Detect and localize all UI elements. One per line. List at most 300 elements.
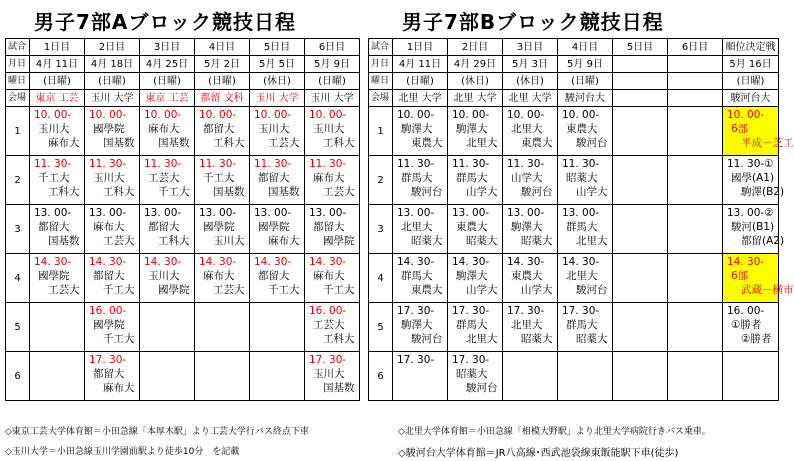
team-name: 駿河(B1) (731, 221, 775, 233)
match-time: 11. 30- (397, 158, 435, 170)
date-cell: 5月 9日 (558, 56, 613, 73)
match-time: 17. 30- (397, 354, 435, 366)
match-time: 16. 00- (89, 305, 127, 317)
team-name: 平成－芝工 (741, 137, 794, 149)
team-name: 玉川大 (213, 235, 245, 247)
team-name: 国基数 (323, 382, 355, 394)
match-time: 10. 00- (34, 109, 72, 121)
team-name: 北里大 (566, 270, 598, 282)
match-cell (393, 254, 448, 303)
round-number: 2 (6, 156, 30, 205)
match-cell (30, 156, 85, 205)
team-name: 工芸大 (103, 235, 135, 247)
weekday-cell (613, 73, 668, 90)
venue-cell: 玉川 大学 (305, 90, 360, 107)
match-cell (195, 156, 250, 205)
block-a-schedule-table (5, 38, 360, 401)
round-number: 2 (369, 156, 393, 205)
team-name: 工科大 (158, 235, 190, 247)
team-name: 北里大 (511, 319, 543, 331)
game-header: 2日目 (448, 39, 503, 56)
date-cell: 4月 11日 (393, 56, 448, 73)
round-number: 5 (369, 303, 393, 352)
venue-cell: 東京 工芸 (140, 90, 195, 107)
weekday-cell: (日曜) (140, 73, 195, 90)
match-cell (613, 205, 668, 254)
match-cell (30, 254, 85, 303)
round-row (6, 352, 360, 401)
match-time: 11. 30- (562, 158, 600, 170)
match-time: 10. 00- (144, 109, 182, 121)
match-time: 14. 30- (727, 256, 765, 268)
match-time: 16. 00- (727, 305, 765, 317)
day-row (6, 73, 360, 90)
team-name: 工芸大 (48, 284, 80, 296)
match-cell (723, 107, 794, 156)
match-cell (613, 254, 668, 303)
team-name: 都留大 (93, 270, 125, 282)
game-header: 5日目 (613, 39, 668, 56)
match-cell (448, 352, 503, 401)
match-cell (393, 303, 448, 352)
match-cell (723, 156, 785, 205)
game-header: 5日目 (250, 39, 305, 56)
round-row (369, 303, 779, 352)
match-cell (503, 254, 558, 303)
block-b-venue-note: ◇駿河台大学体育館＝JR八高線･西武池袋線東飯能駅下車(徒歩) (398, 448, 679, 459)
team-name: 工芸大 (148, 172, 180, 184)
date-cell: 5月 5日 (250, 56, 305, 73)
row-label-day: 曜日 (6, 73, 30, 90)
team-name: 玉川大 (258, 123, 290, 135)
team-name: 駿河台 (411, 186, 443, 198)
match-time: 14. 30- (254, 256, 292, 268)
venue-cell: 北里 大学 (503, 90, 558, 107)
match-time: 14. 30- (397, 256, 435, 268)
match-time: 16. 00- (309, 305, 347, 317)
game-header: 3日目 (503, 39, 558, 56)
match-cell (668, 107, 723, 156)
team-name: 駒澤大 (511, 221, 543, 233)
team-name: 工芸大 (323, 186, 355, 198)
team-name: 東農大 (456, 221, 488, 233)
team-name: 北里大 (466, 333, 498, 345)
team-name: 東農大 (521, 137, 553, 149)
venue-row (369, 90, 779, 107)
match-cell (305, 254, 360, 303)
block-b-title: 男子7部Bブロック競技日程 (402, 10, 664, 34)
venue-cell: 駿河台大 (723, 90, 779, 107)
team-name: 國學院 (258, 221, 290, 233)
match-time: 13. 00- (199, 207, 237, 219)
match-cell (613, 352, 668, 401)
match-cell (30, 352, 85, 401)
team-name: 都留大 (313, 221, 345, 233)
venue-cell: 北里 大学 (393, 90, 448, 107)
team-name: 東農大 (566, 123, 598, 135)
team-name: 昭薬大 (466, 235, 498, 247)
match-cell (558, 254, 613, 303)
block-a-venue-note: ◇東京工芸大学体育館＝小田急線「本厚木駅」より工芸大学行バス終点下車 (5, 427, 309, 437)
match-cell (250, 352, 305, 401)
team-name: 都留大 (203, 123, 235, 135)
match-cell (85, 352, 140, 401)
match-time: 13. 00- (309, 207, 347, 219)
match-cell (723, 205, 785, 254)
match-cell (393, 107, 448, 156)
round-row (369, 254, 779, 303)
team-name: 国基数 (268, 186, 300, 198)
venue-cell: 玉川 大学 (85, 90, 140, 107)
team-name: 昭薬大 (411, 235, 443, 247)
weekday-cell: (日曜) (723, 73, 779, 90)
match-time: 11. 30- (34, 158, 72, 170)
match-cell (30, 303, 85, 352)
round-number: 3 (369, 205, 393, 254)
row-label-venue: 会場 (6, 90, 30, 107)
match-time: 10. 00- (562, 109, 600, 121)
weekday-cell: (日曜) (393, 73, 448, 90)
match-time: 11. 30- (254, 158, 292, 170)
match-time: 17. 30- (309, 354, 347, 366)
weekday-cell: (休日) (250, 73, 305, 90)
team-name: 國學院 (203, 221, 235, 233)
weekday-cell: (休日) (448, 73, 503, 90)
team-name: 群馬大 (401, 172, 433, 184)
match-cell (195, 352, 250, 401)
match-cell (558, 205, 613, 254)
match-time: 11. 30- (452, 158, 490, 170)
round-number: 6 (6, 352, 30, 401)
team-name: 昭薬大 (521, 235, 553, 247)
team-name: 千工大 (323, 284, 355, 296)
date-cell: 5月 16日 (723, 56, 779, 73)
match-time: 11. 30- (199, 158, 237, 170)
team-name: 都留大 (38, 221, 70, 233)
match-cell (195, 254, 250, 303)
team-name: 北里大 (511, 123, 543, 135)
team-name: 國學院 (38, 270, 70, 282)
team-name: 工芸大 (268, 137, 300, 149)
game-header: 6日目 (668, 39, 723, 56)
match-time: 17. 30- (452, 305, 490, 317)
match-cell (30, 107, 85, 156)
match-cell (140, 156, 195, 205)
date-cell: 4月 25日 (140, 56, 195, 73)
match-cell (558, 303, 613, 352)
date-cell: 4月 11日 (30, 56, 85, 73)
match-time: 17. 30- (507, 305, 545, 317)
team-name: 山学大 (511, 172, 543, 184)
team-name: ①勝者 (731, 319, 762, 331)
match-time: 13. 00- (89, 207, 127, 219)
weekday-cell: (日曜) (558, 73, 613, 90)
match-time: 11. 30- (89, 158, 127, 170)
team-name: 都留(A2) (741, 235, 785, 247)
match-cell (668, 303, 723, 352)
match-time: 17. 30- (397, 305, 435, 317)
round-number: 6 (369, 352, 393, 401)
team-name: 国基数 (158, 137, 190, 149)
team-name: 玉川大 (313, 123, 345, 135)
date-cell (613, 56, 668, 73)
match-cell (305, 205, 360, 254)
block-b-schedule-table (368, 38, 794, 401)
team-name: 6部 (731, 123, 749, 135)
round-row (369, 156, 779, 205)
team-name: 東農大 (411, 284, 443, 296)
month-row (369, 56, 779, 73)
match-cell (393, 156, 448, 205)
team-name: 駒澤大 (456, 270, 488, 282)
weekday-cell: (日曜) (195, 73, 250, 90)
match-cell (85, 303, 140, 352)
team-name: 昭薬大 (576, 333, 608, 345)
match-cell (448, 303, 503, 352)
game-header: 順位決定戦 (723, 39, 779, 56)
team-name: 駿河台 (576, 137, 608, 149)
match-time: 13. 00-② (727, 207, 774, 219)
weekday-cell (668, 73, 723, 90)
team-name: 工科大 (213, 137, 245, 149)
team-name: 千工大 (103, 284, 135, 296)
team-name: 東農大 (511, 270, 543, 282)
match-cell (503, 352, 558, 401)
date-cell: 4月 29日 (448, 56, 503, 73)
date-cell: 5月 3日 (503, 56, 558, 73)
match-time: 13. 00- (397, 207, 435, 219)
block-a-venue-note: ◇玉川大学＝小田急線玉川学園前駅より徒歩10分 を記載 (5, 447, 240, 457)
team-name: 駒澤大 (401, 319, 433, 331)
team-name: 麻布大 (313, 172, 345, 184)
match-time: 14. 30- (199, 256, 237, 268)
team-name: 國學(A1) (731, 172, 775, 184)
match-time: 10. 00- (309, 109, 347, 121)
team-name: 千工大 (268, 284, 300, 296)
team-name: 玉川大 (313, 368, 345, 380)
match-cell (85, 205, 140, 254)
team-name: 東農大 (411, 137, 443, 149)
match-cell (723, 352, 779, 401)
match-time: 13. 00- (144, 207, 182, 219)
team-name: 山学大 (466, 186, 498, 198)
match-cell (503, 156, 558, 205)
round-row (6, 107, 360, 156)
team-name: 千工大 (203, 172, 235, 184)
round-number: 1 (6, 107, 30, 156)
team-name: 駒澤(B2) (741, 186, 785, 198)
block-a-title: 男子7部Aブロック競技日程 (34, 10, 296, 34)
team-name: 武蔵－横市 (741, 284, 794, 296)
match-cell (613, 107, 668, 156)
match-time: 13. 00- (562, 207, 600, 219)
team-name: 駒澤大 (456, 123, 488, 135)
day-row (369, 73, 779, 90)
team-name: 工科大 (323, 333, 355, 345)
round-row (369, 107, 779, 156)
match-cell (140, 107, 195, 156)
match-cell (613, 303, 668, 352)
match-cell (195, 303, 250, 352)
team-name: 駿河台 (521, 186, 553, 198)
team-name: 麻布大 (268, 235, 300, 247)
team-name: 麻布大 (103, 382, 135, 394)
match-cell (503, 303, 558, 352)
game-header: 4日目 (195, 39, 250, 56)
team-name: 群馬大 (566, 319, 598, 331)
venue-cell: 都留 文科 (195, 90, 250, 107)
month-row (6, 56, 360, 73)
match-time: 10. 00- (199, 109, 237, 121)
match-cell (305, 156, 360, 205)
match-cell (195, 205, 250, 254)
round-number: 4 (369, 254, 393, 303)
match-cell (250, 156, 305, 205)
match-time: 14. 30- (452, 256, 490, 268)
round-row (369, 352, 779, 401)
match-cell (195, 107, 250, 156)
match-time: 14. 30- (89, 256, 127, 268)
match-cell (448, 107, 503, 156)
team-name: 都留大 (258, 270, 290, 282)
round-row (6, 205, 360, 254)
venue-cell: 玉川 大学 (250, 90, 305, 107)
team-name: 千工大 (103, 333, 135, 345)
game-header: 6日目 (305, 39, 360, 56)
date-cell (668, 56, 723, 73)
team-name: 北里大 (401, 221, 433, 233)
match-row (369, 39, 779, 56)
match-cell (558, 107, 613, 156)
team-name: 国基数 (213, 186, 245, 198)
match-cell (448, 156, 503, 205)
match-time: 14. 30- (144, 256, 182, 268)
round-row (6, 303, 360, 352)
game-header: 2日目 (85, 39, 140, 56)
team-name: 群馬大 (456, 172, 488, 184)
team-name: 山学大 (576, 186, 608, 198)
match-cell (250, 254, 305, 303)
row-label-match: 試合 (369, 39, 393, 56)
team-name: 千工大 (38, 172, 70, 184)
match-cell (558, 352, 613, 401)
match-time: 10. 00- (507, 109, 545, 121)
match-time: 10. 00- (727, 109, 765, 121)
match-time: 11. 30-① (727, 158, 774, 170)
venue-cell: 駿河台大 (558, 90, 613, 107)
team-name: 麻布大 (48, 137, 80, 149)
team-name: 群馬大 (566, 221, 598, 233)
date-cell: 5月 2日 (195, 56, 250, 73)
team-name: 昭薬大 (566, 172, 598, 184)
team-name: 玉川大 (93, 172, 125, 184)
match-time: 13. 00- (34, 207, 72, 219)
team-name: 麻布大 (313, 270, 345, 282)
round-number: 1 (369, 107, 393, 156)
match-cell (393, 205, 448, 254)
team-name: 工科大 (48, 186, 80, 198)
date-cell: 4月 18日 (85, 56, 140, 73)
team-name: 玉川大 (148, 270, 180, 282)
team-name: 昭薬大 (456, 368, 488, 380)
match-cell (305, 303, 360, 352)
row-label-day: 曜日 (369, 73, 393, 90)
round-number: 4 (6, 254, 30, 303)
team-name: 工芸大 (213, 284, 245, 296)
match-cell (503, 205, 558, 254)
venue-cell (668, 90, 723, 107)
match-time: 11. 30- (507, 158, 545, 170)
match-cell (668, 205, 723, 254)
game-header: 1日目 (30, 39, 85, 56)
team-name: 工科大 (103, 186, 135, 198)
team-name: 玉川大 (38, 123, 70, 135)
venue-cell: 北里 大学 (448, 90, 503, 107)
match-cell (668, 156, 723, 205)
match-cell (393, 352, 448, 401)
row-label-match: 試合 (6, 39, 30, 56)
match-cell (448, 205, 503, 254)
match-cell (140, 352, 195, 401)
round-row (6, 254, 360, 303)
match-time: 11. 30- (309, 158, 347, 170)
match-cell (305, 352, 360, 401)
match-cell (668, 352, 723, 401)
team-name: 山学大 (466, 284, 498, 296)
row-label-venue: 会場 (369, 90, 393, 107)
game-header: 4日目 (558, 39, 613, 56)
round-row (6, 156, 360, 205)
match-cell (613, 156, 668, 205)
team-name: 工科大 (323, 137, 355, 149)
match-cell (140, 303, 195, 352)
team-name: 都留大 (258, 172, 290, 184)
team-name: 群馬大 (456, 319, 488, 331)
match-cell (448, 254, 503, 303)
weekday-cell: (休日) (503, 73, 558, 90)
match-time: 10. 00- (397, 109, 435, 121)
match-cell (668, 254, 723, 303)
match-time: 14. 30- (34, 256, 72, 268)
match-row (6, 39, 360, 56)
match-time: 13. 00- (452, 207, 490, 219)
game-header: 1日目 (393, 39, 448, 56)
row-label-month: 月日 (6, 56, 30, 73)
match-cell (305, 107, 360, 156)
team-name: 山学大 (521, 284, 553, 296)
team-name: 北里大 (576, 235, 608, 247)
match-time: 10. 00- (89, 109, 127, 121)
match-time: 14. 30- (507, 256, 545, 268)
block-b-venue-note: ◇北里大学体育館＝小田急線「相模大野駅」より北里大学病院行きバス乗車。 (398, 427, 711, 437)
round-number: 3 (6, 205, 30, 254)
team-name: 國學院 (158, 284, 190, 296)
team-name: 北里大 (466, 137, 498, 149)
match-time: 14. 30- (562, 256, 600, 268)
match-cell (250, 107, 305, 156)
match-time: 11. 30- (144, 158, 182, 170)
team-name: 國學院 (93, 123, 125, 135)
team-name: 國學院 (93, 319, 125, 331)
match-time: 17. 30- (452, 354, 490, 366)
team-name: 工芸大 (313, 319, 345, 331)
team-name: ②勝者 (741, 333, 772, 345)
venue-cell (613, 90, 668, 107)
round-number: 5 (6, 303, 30, 352)
team-name: 昭薬大 (521, 333, 553, 345)
team-name: 麻布大 (93, 221, 125, 233)
team-name: 駿河台 (466, 382, 498, 394)
